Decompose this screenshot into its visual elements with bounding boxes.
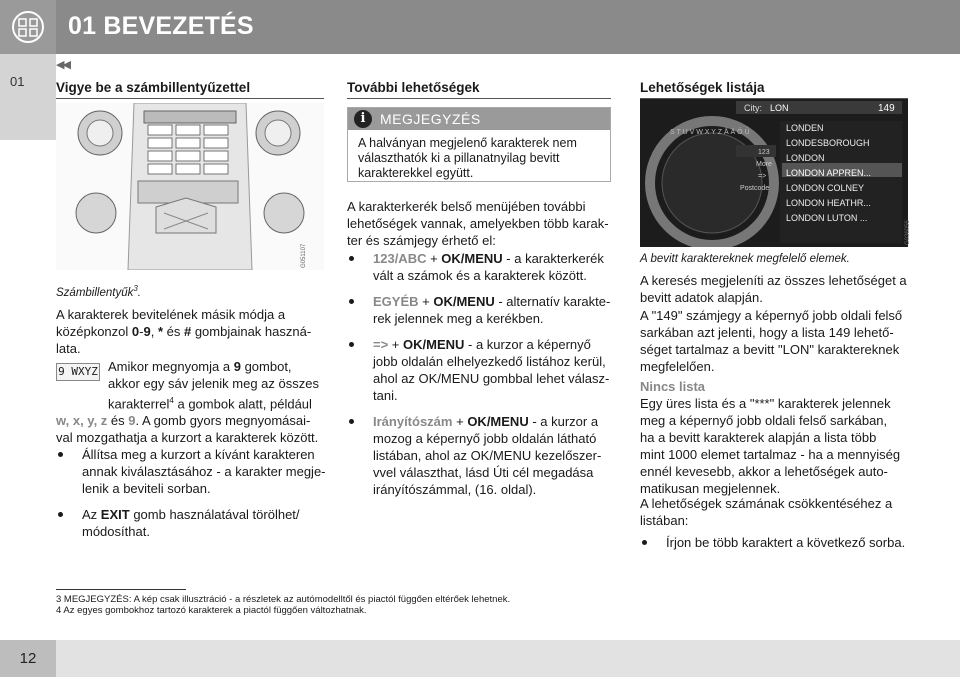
col3-para2: A "149" számjegy a képernyő jobb oldali felső sarkában azt jelenti, hogy a lista 149 lehető- séget tartalmaz a bevitt "LON" karaktereknek megfelelően.: [640, 308, 903, 374]
col3-title: Lehetőségek listája: [640, 80, 765, 95]
svg-text:Postcode: Postcode: [740, 185, 770, 192]
list-item: Az EXIT gomb használatával törölhet/ módosíthat.: [56, 506, 331, 540]
info-icon: i: [354, 110, 372, 128]
list-item: Állítsa meg a kurzort a kívánt karakteren annak kiválasztásához - a karakter megje- lenik a beviteli sorban.: [56, 446, 331, 497]
col1-para2: Amikor megnyomja a 9 gombot, akkor egy sáv jelenik meg az összes karakterrel$^4$ a gombok alatt, például w, x, y, z és 9. A gomb gyors megnyomásai- val mozgathatja a kurzort a karakterek között.: [56, 359, 319, 446]
col3-bullet-list: [640, 534, 940, 560]
list-item: EGYÉB + OK/MENU - alternatív karakte- rek jelennek meg a kerékben.: [347, 293, 622, 327]
list-item: Írjon be több karaktert a következő sorba.: [640, 534, 940, 551]
settings-book-icon: [0, 0, 56, 54]
page-footer: [0, 640, 960, 677]
col1-title-rule: [56, 98, 324, 99]
svg-text:149: 149: [878, 103, 895, 114]
chapter-tab: [0, 54, 56, 140]
svg-text:LONDESBOROUGH: LONDESBOROUGH: [786, 138, 870, 148]
col3-para4: A lehetőségek számának csökkentéséhez a listában:: [640, 496, 893, 528]
note-text: A halványan megjelenő karakterek nem választhatók ki a pillanatnyilag bevitt karakterekkel együtt.: [358, 136, 577, 180]
col1-caption: Számbillentyűk$^3$.: [56, 284, 141, 299]
svg-text:LON: LON: [770, 103, 789, 113]
svg-text:LONDON COLNEY: LONDON COLNEY: [786, 183, 865, 193]
center-console-image: [56, 103, 324, 270]
footnote: 4 Az egyes gombokhoz tartozó karakterek a piactól függően változhatnak.: [56, 605, 367, 616]
col1-bullet-list: [56, 446, 331, 549]
list-item: 123/ABC + OK/MENU - a karakterkerék vált a számok és a karakterek között.: [347, 250, 622, 284]
col2-title: További lehetőségek: [347, 80, 480, 95]
col3-para1: A keresés megjeleníti az összes lehetőséget a bevitt adatok alapján.: [640, 273, 907, 305]
col3-para3: Egy üres lista és a "***" karakterek jelennek meg a képernyő jobb oldali felső sarkában, ha a bevitt karakterek alapján a lista több mint 1000 elemet tartalmaz - ha a mennyiség ennél kevesebb, akkor a lehetőségek auto- matikusan megjelennek.: [640, 396, 901, 496]
col3-caption: A bevitt karaktereknek megfelelő elemek.: [640, 253, 850, 265]
col3-subheading: Nincs lista: [640, 379, 706, 394]
page-number: 12: [0, 640, 56, 677]
footnote: 3 MEGJEGYZÉS: A kép csak illusztráció - a részletek az autómodelltől és piactól függően eltérőek lehetnek.: [56, 594, 511, 605]
image-code: G051107: [301, 243, 307, 268]
svg-text:More: More: [756, 161, 772, 168]
svg-text:=>: =>: [758, 173, 767, 180]
header-icon-box: [0, 0, 56, 54]
back-arrows-icon[interactable]: ◀◀: [56, 59, 69, 71]
list-item: => + OK/MENU - a kurzor a képernyő jobb oldalán elhelyezkedő listához kerül, ahol az OK/MENU gombbal lehet válasz- tani.: [347, 336, 622, 404]
note-header: [348, 108, 610, 130]
svg-text:123: 123: [758, 149, 770, 156]
chapter-number: 01: [10, 74, 25, 89]
note-title: MEGJEGYZÉS: [380, 111, 481, 127]
note-box: [347, 107, 611, 182]
col2-intro: A karakterkerék belső menüjében további lehetőségek vannak, amelyekben több karak- ter és számjegy érhető el:: [347, 199, 609, 248]
col1-title: Vigye be a számbillentyűzettel: [56, 80, 251, 95]
svg-text:LONDEN: LONDEN: [786, 123, 824, 133]
svg-text:S T U V W X Y Z Å Ä Ö Ü: S T U V W X Y Z Å Ä Ö Ü: [670, 129, 750, 136]
svg-text:LONDON LUTON ...: LONDON LUTON ...: [786, 213, 868, 223]
keycap-9wxyz: 9 WXYZ: [56, 363, 100, 381]
footnote-rule: [56, 589, 186, 590]
col2-title-rule: [347, 98, 611, 99]
page-title: 01 BEVEZETÉS: [68, 12, 254, 40]
svg-text:LONDON: LONDON: [786, 153, 825, 163]
col2-bullet-list: [347, 250, 622, 507]
image-code: G036056: [905, 220, 911, 245]
navigation-screen-image: [640, 99, 908, 247]
list-item: Irányítószám + OK/MENU - a kurzor a mozog a képernyő jobb oldalán látható listában, ahol az OK/MENU kezelőszer- vvel választhat, lásd Úti cél megadása irányítószámmal, (16. oldal).: [347, 413, 622, 498]
svg-text:City:: City:: [744, 103, 762, 113]
svg-text:LONDON APPREN...: LONDON APPREN...: [786, 168, 872, 178]
col1-para1: A karakterek bevitelének másik módja a középkonzol 0-9, * és # gombjainak haszná- lata.: [56, 307, 312, 356]
svg-text:LONDON HEATHR...: LONDON HEATHR...: [786, 198, 871, 208]
